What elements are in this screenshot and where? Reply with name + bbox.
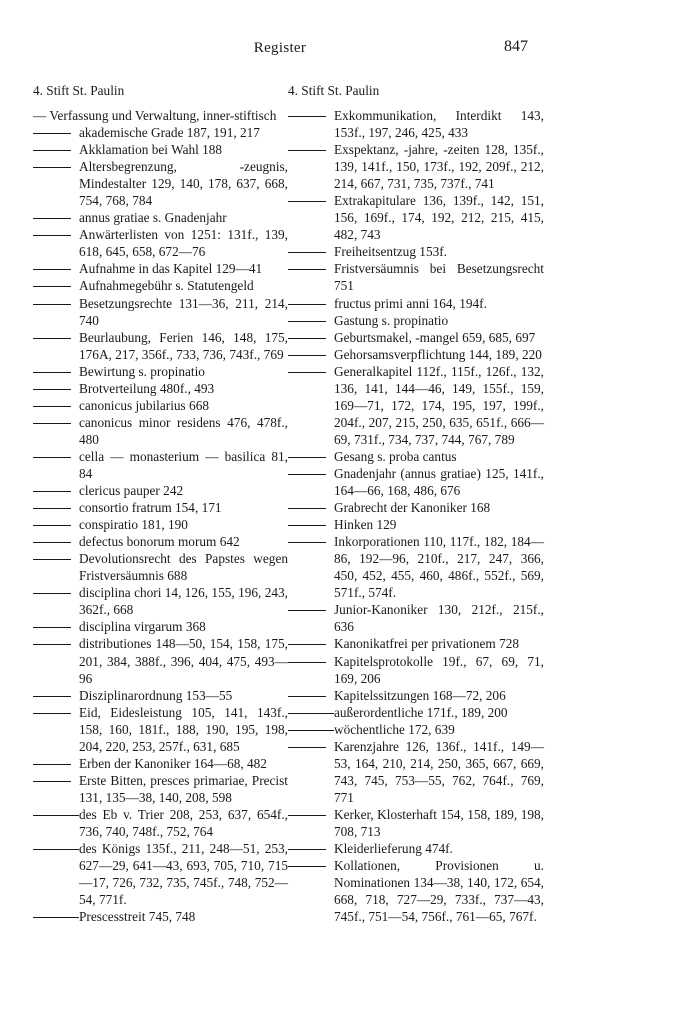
entry-text: Aufnahme in das Kapitel 129—41 — [79, 261, 263, 277]
entry-text: Kapitelssitzungen 168—72, 206 — [334, 687, 506, 703]
dash-rule — [33, 406, 71, 407]
dash-rule — [288, 713, 334, 714]
dash-rule — [288, 644, 326, 645]
entry-text: Hinken 129 — [334, 517, 397, 533]
entry-text: cella — monasterium — basilica 81, 84 — [79, 448, 288, 481]
dash-rule — [33, 150, 71, 151]
dash-rule — [288, 338, 326, 339]
index-entry — [288, 704, 544, 721]
index-entry — [288, 499, 544, 516]
dash-rule — [288, 730, 334, 731]
index-entry — [33, 755, 288, 772]
index-entry — [33, 329, 288, 363]
dash-rule — [33, 627, 71, 628]
dash-rule — [288, 542, 326, 543]
entry-text: des Eb v. Trier 208, 253, 637, 654f., 736, 740, 748f., 752, 764 — [79, 806, 288, 839]
dash-rule — [288, 201, 326, 202]
dash-rule — [33, 917, 79, 918]
dash-rule — [288, 525, 326, 526]
dash-rule — [33, 235, 71, 236]
entry-text: Eid, Eidesleistung 105, 141, 143f., 158, 160, 181f., 188, 190, 195, 198, 204, 220, 253, 257f., 631, 685 — [79, 704, 288, 754]
index-entry — [288, 738, 544, 806]
dash-rule — [288, 815, 326, 816]
index-entry — [33, 397, 288, 414]
index-entry — [288, 653, 544, 687]
index-entry — [33, 533, 288, 550]
entry-text: des Königs 135f., 211, 248—51, 253, 627—29, 641—43, 693, 705, 710, 715—17, 726, 732, 735, 745f., 748, 752—54, 771f. — [79, 841, 288, 908]
entry-text: Beurlaubung, Ferien 146, 148, 175, 176A, 217, 356f., 733, 736, 743f., 769 — [79, 329, 288, 362]
index-entry — [288, 721, 544, 738]
column-heading: 4. Stift St. Paulin — [288, 83, 380, 98]
dash-rule — [33, 286, 71, 287]
index-entry — [288, 687, 544, 704]
entry-text: Fristversäumnis bei Besetzungsrecht 751 — [334, 261, 544, 294]
dash-rule — [33, 781, 71, 782]
dash-rule — [288, 321, 326, 322]
entry-text: wöchentliche 172, 639 — [334, 721, 455, 737]
index-entry — [33, 687, 288, 704]
dash-rule — [33, 542, 71, 543]
dash-rule — [288, 355, 326, 356]
dash-rule — [288, 269, 326, 270]
column-heading: 4. Stift St. Paulin — [33, 83, 125, 98]
entry-text: canonicus minor residens 476, 478f., 480 — [79, 414, 288, 447]
dash-rule — [33, 269, 71, 270]
entry-text: canonicus jubilarius 668 — [79, 397, 209, 413]
dash-rule — [288, 304, 326, 305]
dash-rule — [288, 116, 326, 117]
entry-text: Kollationen, Provisionen u. Nominationen 134—38, 140, 172, 654, 668, 718, 727—29, 733f., 737—43, 745f., 751—54, 756f., 761—65, 767f. — [334, 858, 544, 925]
dash-rule — [288, 866, 326, 867]
index-entry — [33, 635, 288, 686]
dash-rule — [288, 610, 326, 611]
entry-text: Geburtsmakel, -mangel 659, 685, 697 — [334, 329, 536, 345]
dash-rule — [33, 593, 71, 594]
dash-rule — [33, 559, 71, 560]
entry-text: Generalkapitel 112f., 115f., 126f., 132, 136, 141, 144—46, 149, 155f., 159, 169—71, 172, 174, 195, 197, 199f., 204f., 207, 215, 250, 635, 651f., 666—69, 731f., 734, 737, 744, 767, 789 — [334, 363, 544, 447]
entry-text: Gastung s. propinatio — [334, 312, 449, 328]
dash-rule — [33, 338, 71, 339]
dash-rule — [33, 849, 79, 850]
index-entry — [33, 584, 288, 618]
left-column — [33, 82, 288, 925]
dash-rule — [33, 372, 71, 373]
index-entry — [33, 806, 288, 840]
dash-rule — [288, 372, 326, 373]
dash-rule — [33, 644, 71, 645]
entry-text: clericus pauper 242 — [79, 483, 184, 499]
entry-text: Devolutionsrecht des Papstes wegen Fristversäumnis 688 — [79, 551, 288, 584]
index-entry — [33, 414, 288, 448]
index-entry — [33, 209, 288, 226]
index-entry — [288, 465, 544, 499]
dash-rule — [288, 747, 326, 748]
entry-text: Gnadenjahr (annus gratiae) 125, 141f., 164—66, 168, 486, 676 — [334, 465, 544, 499]
entry-text: Besetzungsrechte 131—36, 211, 214, 740 — [79, 295, 288, 328]
dash-rule — [33, 133, 71, 134]
index-entry — [33, 704, 288, 755]
index-entry — [288, 601, 544, 635]
right-column — [288, 82, 544, 925]
entry-text: conspiratio 181, 190 — [79, 517, 188, 533]
entry-text: Bewirtung s. propinatio — [79, 363, 205, 379]
dash-rule — [288, 849, 326, 850]
running-title: Register — [253, 40, 307, 56]
dash-rule — [33, 696, 71, 697]
index-entry — [33, 260, 288, 277]
entry-text: defectus bonorum morum 642 — [79, 534, 240, 550]
dash-rule — [33, 304, 71, 305]
entry-text: disciplina virgarum 368 — [79, 619, 206, 635]
entry-text: Akklamation bei Wahl 188 — [79, 142, 223, 158]
index-entry — [33, 226, 288, 260]
index-entry — [288, 346, 544, 363]
entry-text: Kerker, Klosterhaft 154, 158, 189, 198, 708, 713 — [334, 806, 544, 839]
entry-text: Aufnahmegebühr s. Statutengeld — [79, 278, 254, 294]
entry-text: distributiones 148—50, 154, 158, 175, 201, 384, 388f., 396, 404, 475, 493—96 — [79, 636, 288, 686]
entry-text: consortio fratrum 154, 171 — [79, 500, 222, 516]
index-entry — [33, 124, 288, 141]
entry-text: Erben der Kanoniker 164—68, 482 — [79, 755, 267, 771]
dash-rule — [33, 389, 71, 390]
index-entry — [33, 107, 288, 124]
index-entry — [33, 363, 288, 380]
index-entry — [33, 448, 288, 482]
dash-rule — [288, 696, 326, 697]
entry-text: Kapitelsprotokolle 19f., 67, 69, 71, 169, 206 — [334, 653, 544, 686]
index-entry — [288, 840, 544, 857]
page-header — [0, 40, 700, 60]
entry-text: Erste Bitten, presces primariae, Precist 131, 135—38, 140, 208, 598 — [79, 772, 288, 805]
index-entry — [33, 516, 288, 533]
index-entry — [288, 192, 544, 243]
index-entry — [288, 857, 544, 925]
entry-text: außerordentliche 171f., 189, 200 — [334, 704, 508, 720]
dash-rule — [33, 764, 71, 765]
entry-text: akademische Grade 187, 191, 217 — [79, 125, 260, 141]
index-entry — [288, 243, 544, 260]
entry-text: Junior-Kanoniker 130, 212f., 215f., 636 — [334, 602, 544, 635]
dash-rule — [33, 525, 71, 526]
index-entry — [288, 363, 544, 448]
dash-rule — [33, 423, 71, 424]
index-entry — [288, 107, 544, 141]
index-entry — [33, 380, 288, 397]
dash-rule — [33, 218, 71, 219]
dash-rule — [33, 508, 71, 509]
dash-rule — [33, 713, 71, 714]
dash-rule — [288, 150, 326, 151]
dash-rule — [33, 815, 79, 816]
page-number: 847 — [504, 38, 528, 55]
index-entry — [288, 295, 544, 312]
entry-text: Kanonikatfrei per privationem 728 — [334, 636, 519, 652]
dash-rule — [288, 474, 326, 475]
dash-rule — [288, 662, 326, 663]
index-entry — [288, 806, 544, 840]
entry-text: disciplina chori 14, 126, 155, 196, 243, 362f., 668 — [79, 585, 288, 618]
index-entry — [33, 141, 288, 158]
index-entry — [288, 141, 544, 192]
index-entry — [33, 618, 288, 635]
index-entry — [33, 772, 288, 806]
index-entry — [288, 312, 544, 329]
dash-rule — [33, 491, 71, 492]
dash-rule — [288, 457, 326, 458]
entry-text: Karenzjahre 126, 136f., 141f., 149—53, 164, 210, 214, 250, 365, 667, 669, 743, 745, 753—55, 762, 764f., 769, 771 — [334, 738, 544, 805]
index-entry — [288, 516, 544, 533]
index-entry — [288, 635, 544, 652]
index-entry — [33, 295, 288, 329]
entry-text: Brotverteilung 480f., 493 — [79, 380, 215, 396]
entry-text: Gesang s. proba cantus — [334, 448, 457, 464]
index-entry — [33, 908, 288, 925]
index-entry — [33, 550, 288, 584]
dash-rule — [33, 457, 71, 458]
entry-text: Prescesstreit 745, 748 — [79, 909, 196, 925]
index-entry — [33, 158, 288, 209]
entry-text: annus gratiae s. Gnadenjahr — [79, 210, 227, 226]
entry-text: Exkommunikation, Interdikt 143, 153f., 197, 246, 425, 433 — [334, 108, 544, 141]
entry-text: Gehorsamsverpflichtung 144, 189, 220 — [334, 346, 542, 362]
index-entry — [33, 840, 288, 908]
dash-rule — [33, 167, 71, 168]
dash-rule — [288, 508, 326, 509]
entry-text: Kleiderlieferung 474f. — [334, 841, 453, 857]
dash-rule — [288, 252, 326, 253]
index-entry — [288, 448, 544, 465]
index-entry — [33, 499, 288, 516]
index-entry — [288, 329, 544, 346]
entry-text: Extrakapitulare 136, 139f., 142, 151, 156, 169f., 174, 192, 212, 215, 415, 482, 743 — [334, 193, 544, 243]
entry-text: Anwärterlisten von 1251: 131f., 139, 618, 645, 658, 672—76 — [79, 227, 288, 260]
entry-text: Altersbegrenzung, -zeugnis, Mindestalter 129, 140, 178, 637, 668, 754, 768, 784 — [79, 159, 288, 209]
index-entry — [288, 533, 544, 601]
entry-text: — Verfassung und Verwaltung, inner-stiftisch — [33, 108, 277, 123]
entry-text: Grabrecht der Kanoniker 168 — [334, 500, 491, 516]
index-entry — [33, 482, 288, 499]
entry-text: Freiheitsentzug 153f. — [334, 244, 447, 260]
entry-text: Disziplinarordnung 153—55 — [79, 687, 233, 703]
index-entry — [288, 260, 544, 294]
index-entry — [33, 277, 288, 294]
entry-text: fructus primi anni 164, 194f. — [334, 295, 487, 311]
entry-text: Exspektanz, -jahre, -zeiten 128, 135f., 139, 141f., 150, 173f., 192, 209f., 212, 214, 667, 731, 735, 737f., 741 — [334, 142, 544, 192]
index-entry-list — [288, 107, 544, 925]
index-entry-list — [33, 107, 288, 925]
entry-text: Inkorporationen 110, 117f., 182, 184—86, 192—96, 210f., 217, 247, 366, 450, 452, 455, 460, 486f., 552f., 569, 571f., 574f. — [334, 534, 544, 601]
